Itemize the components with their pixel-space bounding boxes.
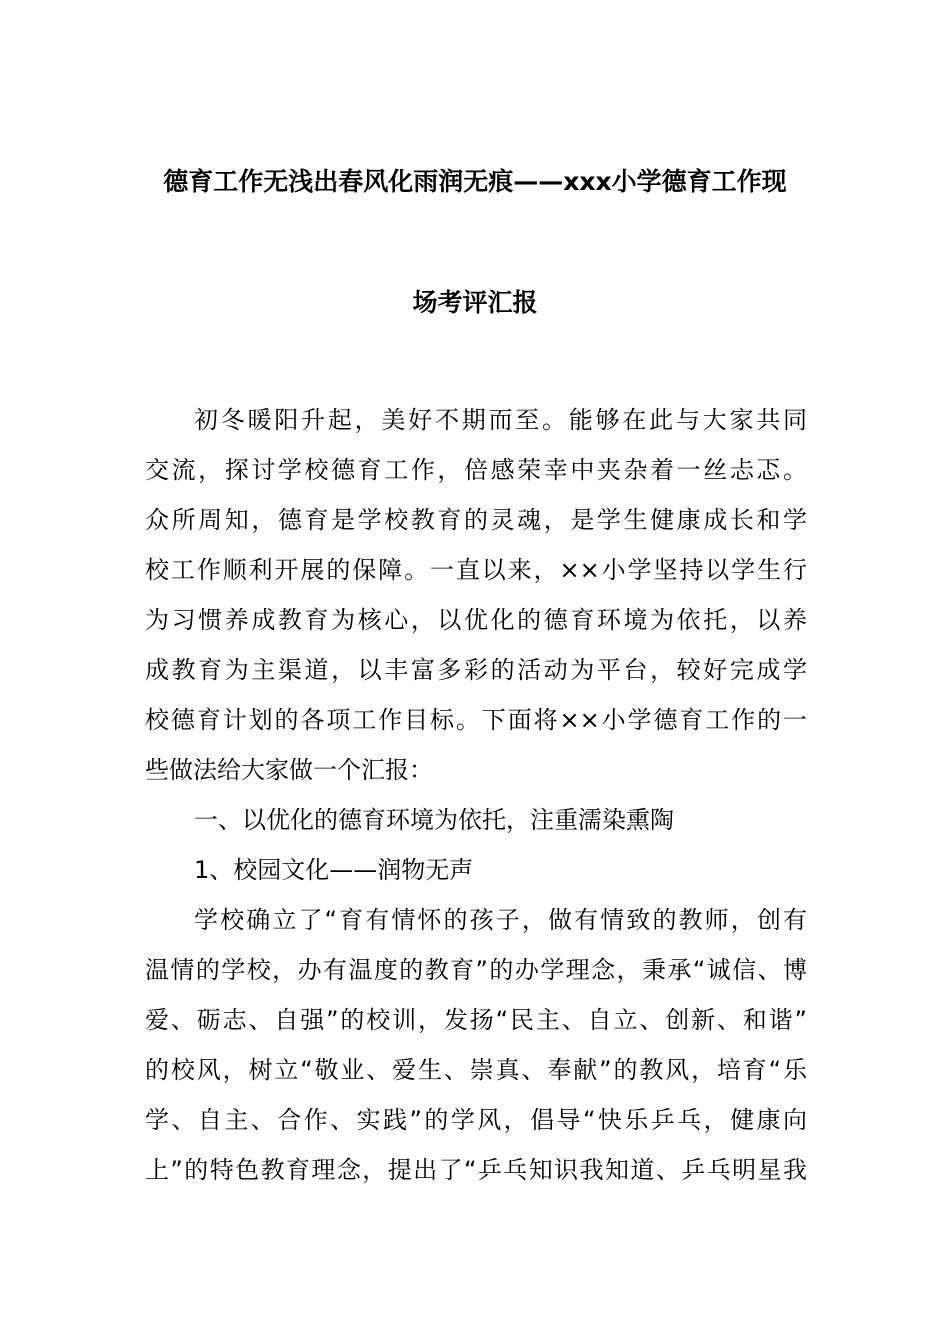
section-heading: 一、以优化的德育环境为依托，注重濡染熏陶 [194, 806, 674, 834]
paragraph-line: 众所周知，德育是学校教育的灵魂，是学生健康成长和学 [145, 506, 807, 534]
paragraph-line: 温情的学校，办有温度的教育”的办学理念，秉承“诚信、博 [145, 956, 807, 984]
paragraph-line: 交流，探讨学校德育工作，倍感荣幸中夹杂着一丝忐忑。 [145, 456, 807, 484]
paragraph-line: 校德育计划的各项工作目标。下面将××小学德育工作的一 [145, 706, 807, 734]
paragraph-line: 爱、砺志、自强”的校训，发扬“民主、自立、创新、和谐” [145, 1006, 807, 1034]
paragraph-line: 学、自主、合作、实践”的学风，倡导“快乐乒乓，健康向 [145, 1106, 807, 1134]
paragraph-line: 些做法给大家做一个汇报： [145, 756, 433, 784]
document-title-line-2: 场考评汇报 [412, 288, 538, 317]
paragraph-line: 学校确立了“育有情怀的孩子，做有情致的教师，创有 [194, 906, 807, 934]
paragraph-line: 成教育为主渠道，以丰富多彩的活动为平台，较好完成学 [145, 656, 807, 684]
document-title-line-1: 德育工作无浅出春风化雨润无痕——xxx小学德育工作现 [163, 167, 787, 196]
paragraph-line: 为习惯养成教育为核心，以优化的德育环境为依托，以养 [145, 606, 807, 634]
subsection-heading: 1、校园文化——润物无声 [194, 856, 474, 884]
paragraph-line: 的校风，树立“敬业、爱生、崇真、奉献”的教风，培育“乐 [145, 1056, 807, 1084]
paragraph-line: 初冬暖阳升起，美好不期而至。能够在此与大家共同 [194, 406, 807, 434]
paragraph-line: 上”的特色教育理念，提出了“乒乓知识我知道、乒乓明星我 [145, 1156, 807, 1184]
paragraph-line: 校工作顺利开展的保障。一直以来，××小学坚持以学生行 [145, 556, 807, 584]
